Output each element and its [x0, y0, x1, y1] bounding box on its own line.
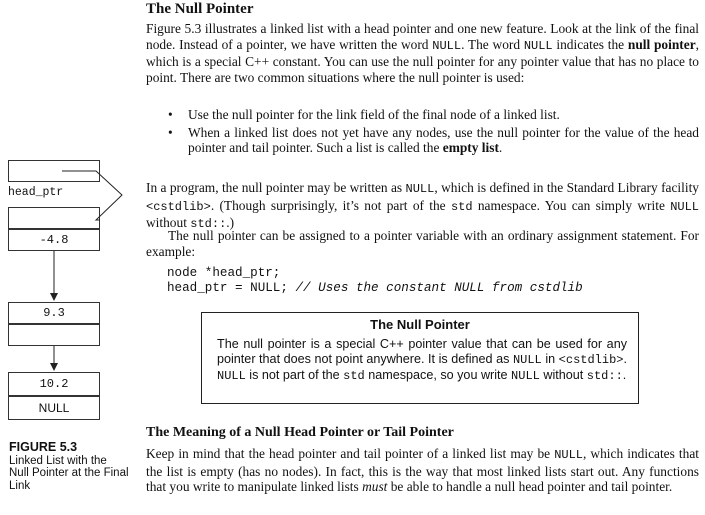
paragraph-intro: Figure 5.3 illustrates a linked list with a head pointer and one new feature. Look at the link of the final node. Instead of a pointer, we have written the word NULL. The word NULL indicates the null pointer, which is a special C++ constant. You can use the null pointer for any pointer value that has no place to point. There are two common situations where the null pointer is used: [146, 21, 699, 85]
section-heading: The Null Pointer [146, 1, 254, 17]
figure-caption-text: Linked List with the Null Pointer at the Final Link [9, 454, 129, 492]
bullet-icon: • [168, 124, 173, 140]
head-ptr-label: head_ptr [8, 186, 64, 199]
subsection-heading: The Meaning of a Null Head Pointer or Tail Pointer [146, 425, 454, 440]
head-ptr-arrow [62, 171, 122, 220]
bullet-item-1: • Use the null pointer for the link field of the final node of a linked list. [168, 107, 560, 122]
node-1-value: -4.8 [39, 233, 69, 247]
code-line-2: head_ptr = NULL; [167, 281, 288, 295]
node-3-value: 10.2 [39, 377, 69, 391]
node-2-value: 9.3 [43, 306, 65, 320]
bullet-list [168, 107, 699, 158]
diagram-arrows [0, 0, 140, 440]
paragraph-null-definition: In a program, the null pointer may be written as NULL, which is defined in the Standard Library facility <cstdlib>. (Though surprisingly, it’s not part of the std namespace. You can simply write NULL without std::.) [146, 180, 700, 232]
bullet-item-2: • When a linked list does not yet have any nodes, use the null pointer for the value of the head pointer and tail pointer. Such a list is called the empty list. [168, 124, 699, 156]
paragraph-assignment: The null pointer can be assigned to a pointer variable with an ordinary assignment statement. For example: [146, 228, 699, 259]
figure-caption [9, 441, 129, 492]
code-comment: // Uses the constant NULL from cstdlib [295, 281, 583, 295]
code-line-1: node *head_ptr; [167, 266, 281, 280]
note-box-title: The Null Pointer [370, 317, 470, 332]
null-link-label: NULL [38, 401, 70, 415]
note-box-text: The null pointer is a special C++ pointer value that can be used for any pointer that does not point anywhere. It is defined as NULL in <cstdlib>. NULL is not part of the std namespace, so you write NULL without std::. [217, 337, 627, 384]
bullet-icon: • [168, 107, 173, 122]
paragraph-null-meaning: Keep in mind that the head pointer and tail pointer of a linked list may be NULL, which indicates that the list is empty (has no nodes). In fact, this is the way that most linked lists start out. Any functions that you write to manipulate linked lists must be able to handle a null head pointer and tail pointer. [146, 446, 699, 495]
null-pointer-note-box [201, 312, 639, 404]
code-example [167, 266, 583, 296]
figure-caption-title: FIGURE 5.3 [9, 440, 78, 454]
